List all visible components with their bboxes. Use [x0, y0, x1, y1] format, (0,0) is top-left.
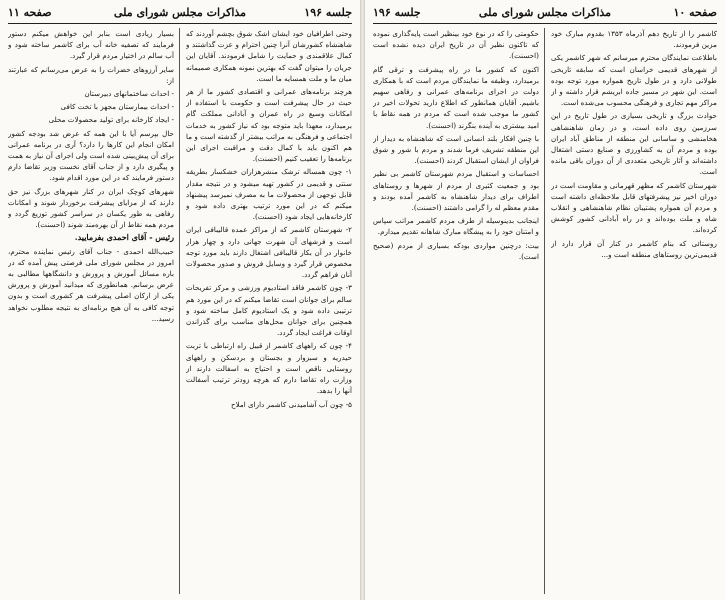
right-column-rule	[544, 28, 545, 594]
paragraph: ۴- چون که راههای کاشمر از قبیل راه ارتباطی با تربت حیدریه و سبزوار و بجستان و بردسکن و راههای روستایی ناقص است و احتیاج به اسفالت دارند از وزارت راه تقاضا دارم که هرچه زودتر ترتیب آسفالت آنها را بدهد.	[186, 341, 352, 396]
right-page-column-left	[373, 28, 539, 594]
list-item: - احداث بیمارستان مجهز با تخت کافی	[60, 102, 174, 112]
paragraph: ۵- چون آب آشامیدنی کاشمر دارای املاح	[230, 399, 352, 409]
paragraph: سایر آرزوهای حضرات را به عرض می‌رسانم که عبارتند از:	[8, 64, 174, 85]
left-page-number: صفحه ۱۱	[8, 6, 52, 19]
paragraph: باطلاعت نمایندگان محترم میرسانم که شهر کاشمر یکی از شهرهای قدیمی خراسان است که سابقه تاریخی طولانی دارد و در طول تاریخ همواره مورد توجه بوده است. این شهر در مسیر جاده ابریشم قرار داشته و از مراکز مهم تجاری و فرهنگی محسوب می‌شده است.	[551, 53, 717, 108]
speaker-line: رئیس - آقای احمدی بفرمایید.	[74, 232, 174, 243]
right-header-rule	[373, 23, 717, 24]
paragraph: حوادث بزرگ و تاریخی بسیاری در طول تاریخ در این سرزمین روی داده است، و در زمان شاهنشاهی هخامنشی و ساسانی این منطقه از مناطق آباد ایران بوده و مردم آن به کشاورزی و صنایع دستی اشتغال داشته‌اند و آثار تاریخی متعددی از آن دوران باقی مانده است.	[551, 111, 717, 177]
left-page-column-left	[8, 28, 174, 594]
paragraph: اکنون که کشور ما در راه پیشرفت و ترقی گام برمیدارد، وظیفه ما نمایندگان مردم است که با همکاری دولت در اجرای برنامه‌های عمرانی و رفاهی سهیم باشیم. آقایان همانطور که اطلاع دارید تحولات اخیر در کشور ما موجب شده است که مردم در همه نقاط با امید بیشتری به آینده بنگرند (احسنت).	[373, 64, 539, 130]
paragraph: ۳- چون کاشمر فاقد استادیوم ورزشی و مرکز تفریحات سالم برای جوانان است تقاضا میکنم که در این مورد هم ترتیبی داده شود و یک استادیوم کامل ساخته شود و همچنین برای جوانان محل‌های مناسب برای گذراندن اوقات فراغت ایجاد گردد.	[186, 283, 352, 338]
paragraph: حال بپرسم آیا با این همه که عرض شد بودجه کشور امکان انجام این کارها را دارد؟ آری در برنامه عمرانی برای آن پیش‌بینی شده است ولی اجرای آن نیاز به همت و پیگیری دارد و از جناب آقای نخست وزیر تقاضا دارم دستور فرمایند که در این مورد اقدام شود.	[8, 128, 174, 183]
paragraph: کاشمر را از تاریخ دهم آذرماه ۱۳۵۳ بقدوم مبارک خود مزین فرمودند.	[551, 29, 717, 50]
paragraph: با چنین افکار بلند انسانی است که شاهنشاه به دیدار از این منطقه تشریف فرما شدند و مردم با شور و شوق فراوان از ایشان استقبال کردند (احسنت).	[373, 133, 539, 166]
right-page-column-right	[551, 28, 717, 594]
left-page	[0, 0, 360, 600]
paragraph: حکومتی را که در نوع خود بینظیر است پایه‌گذاری نموده که تاکنون نظیر آن در تاریخ ایران دیده نشده است (احسنت).	[373, 29, 539, 61]
left-header-rule	[8, 23, 352, 24]
paragraph: احساسات و استقبال مردم شهرستان کاشمر بی نظیر بود و جمعیت کثیری از مردم از شهرها و روستاهای اطراف برای دیدار شاهنشاه به کاشمر آمده بودند و مقدم معظم له را گرامی داشتند (احسنت).	[373, 169, 539, 213]
list-item: - احداث ساختمانهای دبیرستان	[84, 89, 174, 99]
paragraph: شهرهای کوچک ایران در کنار شهرهای بزرگ نیز حق دارند که از مزایای پیشرفت برخوردار شوند و امکانات رفاهی به طور یکسان در سراسر کشور توزیع گردد و مردم همه نقاط از آن بهره‌مند شوند (احسنت).	[8, 186, 174, 230]
paragraph: حبیب‌الله احمدی - جناب آقای رئیس نماینده محترم، امروز در مجلس شورای ملی فرصتی پیش آمده که در باره مسائل آموزش و پرورش و دانشگاهها مطالبی به عرض برسانم. همانطوری که میدانید آموزش و پرورش یکی از ارکان اصلی پیشرفت هر کشوری است و بدون توجه کافی به آن هیچ برنامه‌ای به نتیجه مطلوب نخواهد رسید...	[8, 246, 174, 323]
right-page-number: صفحه ۱۰	[673, 6, 717, 19]
paragraph: وحتی اطرافیان خود ایشان اشک شوق بچشم آوردند که شاهنشاه کشورشان آنرا چنین احترام و عزت گذاشتند و کمال علاقمندی و حمایت را شامل فرمودند. آقایان این جریان را میتوان گفت که بهترین نمونه همکاری صمیمانه میان ما و ملت همسایه ما است.	[186, 29, 352, 83]
paragraph: روستائی که بنام کاشمر در کنار آن قرار دارد از قدیمی‌ترین روستاهای منطقه است و...	[551, 238, 717, 259]
left-page-header	[8, 6, 352, 22]
paragraph: بسیار زیادی است بنابر این خواهش میکنم دستور فرمایند که تصفیه خانه آب برای کاشمر ساخته شود و آب سالم در اختیار مردم قرار گیرد.	[8, 29, 174, 61]
left-page-session: جلسه ۱۹۶	[304, 6, 352, 19]
paragraph: شهرستان کاشمر که مظهر قهرمانی و مقاومت است در دوران اخیر نیز پیشرفتهای قابل ملاحظه‌ای داشته است و مردم آن همواره پشتیبان نظام شاهنشاهی و انقلاب شاه و ملت بوده‌اند و در راه آبادانی کشور کوشش کرده‌اند.	[551, 180, 717, 235]
left-column-rule	[179, 28, 180, 594]
paragraph: ۱- چون همساله ترشک منشرهزاران خشکسار بطریقه سنتی و قدیمی در کشور تهیه میشود و در نتیجه مقدار قابل توجهی از محصولات ما به مصرف نمیرسد پیشنهاد میکنم که در این مورد ترتیب بهتری داده شود و کارخانه‌هایی ایجاد شود (احسنت).	[186, 167, 352, 222]
list-item: - ایجاد کارخانه برای تولید محصولات محلی	[48, 115, 174, 125]
paragraph: ۲- شهرستان کاشمر که از مراکز عمده قالیبافی ایران است و فرشهای آن شهرت جهانی دارد و چهار هزار خانوار در آن بکار قالیبافی اشتغال دارند باید مورد توجه مخصوص قرار گیرد و وسایل فروش و صدور محصولات آنان فراهم گردد.	[186, 225, 352, 280]
left-page-column-right	[186, 28, 352, 594]
right-page	[365, 0, 725, 600]
left-page-title: مذاکرات مجلس شورای ملی	[113, 6, 247, 19]
right-page-header	[373, 6, 717, 22]
paragraph: بیت: درچنین مواردی بودکه بسیار‌ی از مردم (صحیح است).	[373, 240, 539, 261]
right-page-session: جلسه ۱۹۶	[373, 6, 421, 19]
paragraph: هرچند برنامه‌های عمرانی و اقتصادی کشور ما از هر حیث در حال پیشرفت است و حکومت با استفاده از امکانات وسیع در راه عمران و آبادانی مملکت گام برمیدارد، معهذا باید متوجه بود که نیاز کشور به خدمات اجتماعی و فرهنگی به مراتب بیشتر از گذشته است و ما هم اکنون باید با کمال دقت و مراقبت اجرای این برنامه‌ها را تعقیب کنیم (احسنت).	[186, 87, 352, 164]
paragraph: اینجانب بدینوسیله از طرف مردم کاشمر مراتب سپاس و امتنان خود را به پیشگاه مبارک شاهانه تقدیم میدارم.	[373, 216, 539, 237]
right-page-title: مذاکرات مجلس شورای ملی	[478, 6, 612, 19]
